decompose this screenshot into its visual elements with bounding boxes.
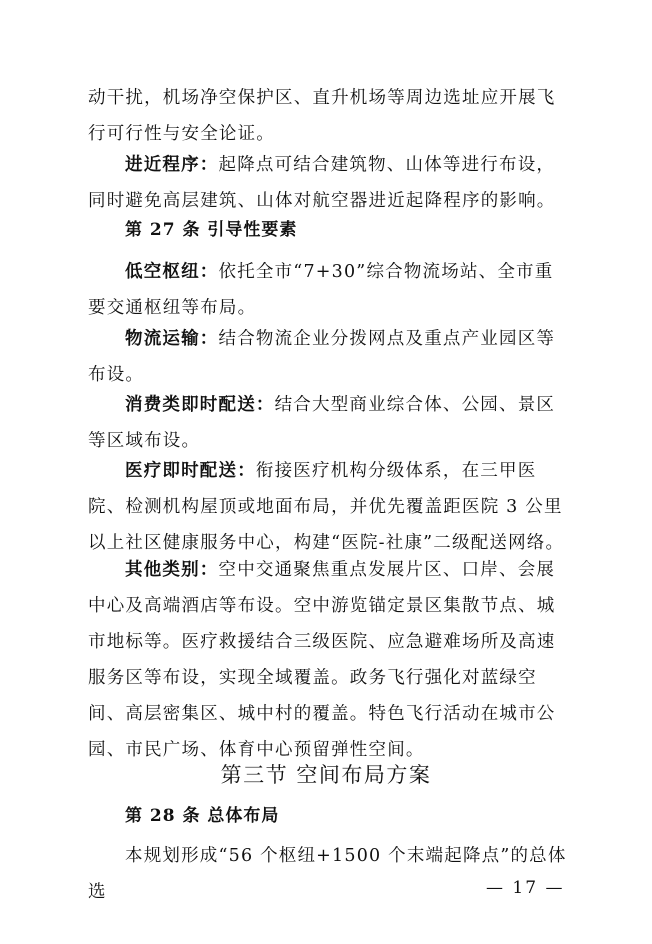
paragraph-text: 空中交通聚焦重点发展片区、口岸、会展中心及高端酒店等布设。空中游览锚定景区集散节点、城市地标等。医疗救援结合三级医院、应急避难场所及高速服务区等布设，实现全域覆盖。政务飞行强化对蓝绿空间、高层密集区、城中村的覆盖。特色飞行活动在城市公园、市民广场、体育中心预留弹性空间。 [88, 560, 556, 760]
article-27-heading: 第 27 条 引导性要素 [125, 220, 298, 240]
article-28-heading: 第 28 条 总体布局 [125, 806, 280, 826]
term-label: 医疗即时配送： [125, 461, 256, 481]
paragraph-overall-layout [88, 838, 570, 910]
paragraph-text: 起降点可结合建筑物、山体等进行布设，同时避免高层建筑、山体对航空器进近起降程序的影响。 [88, 155, 556, 211]
paragraph-medical-delivery [88, 453, 570, 561]
section-3-heading: 第三节 空间布局方案 [220, 763, 432, 787]
page-number: — 17 — [486, 878, 565, 898]
paragraph-airport-safety [88, 80, 570, 152]
paragraph-text: 结合大型商业综合体、公园、景区等区域布设。 [88, 395, 556, 451]
paragraph-approach-procedure [88, 147, 570, 219]
paragraph-text: 依托全市“7+30”综合物流场站、全市重要交通枢纽等布局。 [88, 262, 554, 318]
paragraph-text: 本规划形成“56 个枢纽+1500 个末端起降点”的总体选 [88, 846, 567, 902]
paragraph-consumer-delivery [88, 387, 570, 459]
term-label: 其他类别： [125, 560, 219, 580]
paragraph-other-categories [88, 552, 570, 768]
term-label: 进近程序： [125, 155, 219, 175]
term-label: 物流运输： [125, 329, 219, 349]
paragraph-low-altitude-hub [88, 254, 570, 326]
paragraph-text: 动干扰，机场净空保护区、直升机场等周边选址应开展飞行可行性与安全论证。 [88, 88, 556, 144]
term-label: 消费类即时配送： [125, 395, 275, 415]
term-label: 低空枢纽： [125, 262, 219, 282]
paragraph-logistics [88, 321, 570, 393]
paragraph-text: 结合物流企业分拨网点及重点产业园区等布设。 [88, 329, 556, 385]
paragraph-text: 衔接医疗机构分级体系，在三甲医院、检测机构屋顶或地面布局，并优先覆盖距医院 3 公里以上社区健康服务中心，构建“医院-社康”二级配送网络。 [88, 461, 565, 553]
